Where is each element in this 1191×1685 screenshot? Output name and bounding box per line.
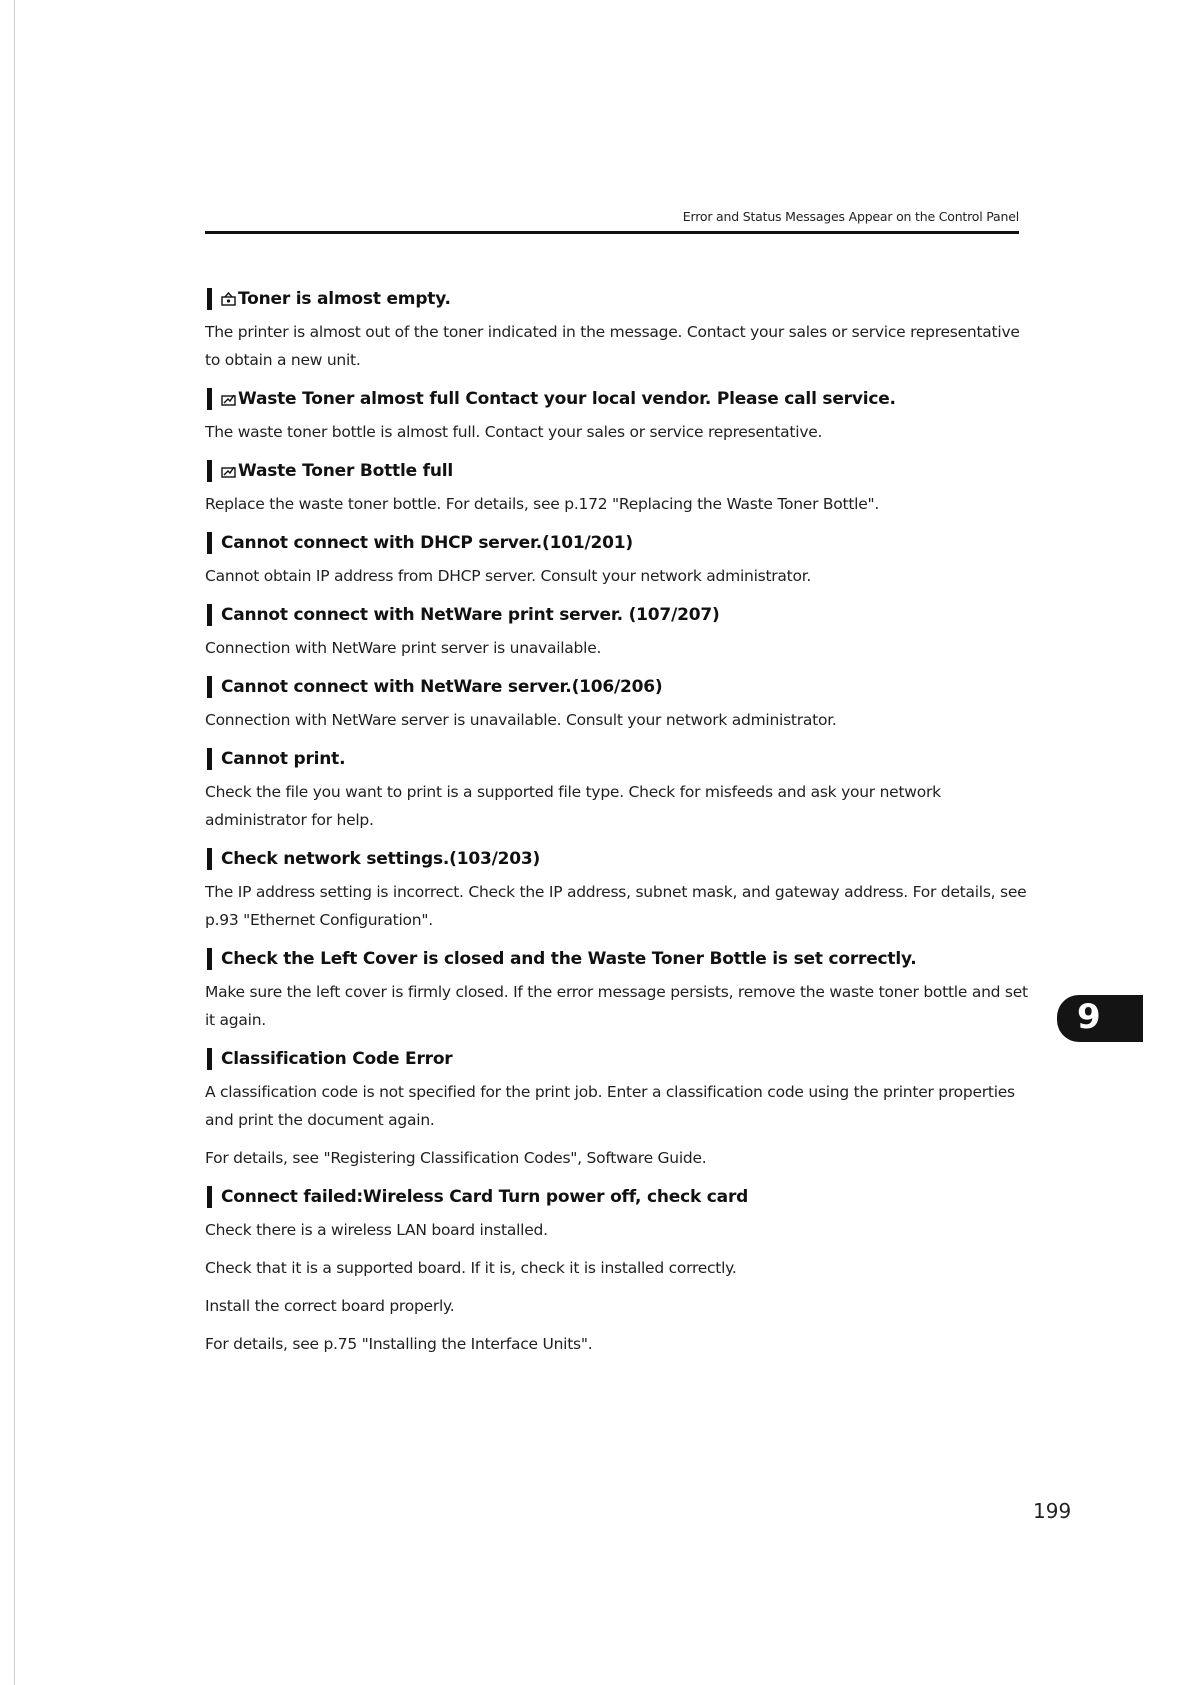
message-heading xyxy=(207,532,1035,554)
message-title: Classification Code Error xyxy=(221,1049,453,1069)
message-heading xyxy=(207,848,1035,870)
page-number: 199 xyxy=(1033,1499,1072,1523)
description-paragraph: Connection with NetWare print server is unavailable. xyxy=(205,639,602,657)
message-heading xyxy=(207,288,1035,310)
description-paragraph: Replace the waste toner bottle. For details, see p.172 "Replacing the Waste Toner Bottle". xyxy=(205,495,880,513)
message-heading xyxy=(207,748,1035,770)
message-title: Waste Toner almost full Contact your local vendor. Please call service. xyxy=(238,389,896,409)
description-paragraph: Cannot obtain IP address from DHCP server. Consult your network administrator. xyxy=(205,567,812,585)
message-heading xyxy=(207,948,1035,970)
message-description xyxy=(205,1078,1035,1172)
message-entry xyxy=(205,948,1035,1034)
message-title: Connect failed:Wireless Card Turn power off, check card xyxy=(221,1187,749,1207)
message-title: Waste Toner Bottle full xyxy=(238,461,453,481)
chapter-number: 9 xyxy=(1077,997,1101,1037)
message-entry xyxy=(205,1048,1035,1172)
description-paragraph: For details, see p.75 "Installing the Interface Units". xyxy=(205,1335,593,1353)
message-description xyxy=(205,318,1035,374)
message-description xyxy=(205,1216,1035,1358)
message-description xyxy=(205,418,1035,446)
heading-bar-icon xyxy=(207,748,212,770)
description-paragraph: A classification code is not specified for the print job. Enter a classification code using the printer properties and print the document again. xyxy=(205,1083,1015,1129)
heading-bar-icon xyxy=(207,532,212,554)
description-paragraph: Check that it is a supported board. If it is, check it is installed correctly. xyxy=(205,1259,737,1277)
heading-bar-icon xyxy=(207,848,212,870)
description-paragraph: Install the correct board properly. xyxy=(205,1297,455,1315)
description-paragraph: Connection with NetWare server is unavailable. Consult your network administrator. xyxy=(205,711,837,729)
message-heading xyxy=(207,604,1035,626)
waste-toner-icon xyxy=(221,464,236,478)
message-entry xyxy=(205,748,1035,834)
description-paragraph: For details, see "Registering Classification Codes", Software Guide. xyxy=(205,1149,707,1167)
message-entry xyxy=(205,848,1035,934)
message-title: Check network settings.(103/203) xyxy=(221,849,541,869)
waste-toner-icon xyxy=(221,392,236,406)
description-paragraph: The printer is almost out of the toner indicated in the message. Contact your sales or service representative to obtain a new unit. xyxy=(205,323,1020,369)
toner-icon xyxy=(221,292,236,306)
heading-bar-icon xyxy=(207,1048,212,1070)
message-entry xyxy=(205,532,1035,590)
message-heading xyxy=(207,460,1035,482)
message-description xyxy=(205,562,1035,590)
heading-bar-icon xyxy=(207,460,212,482)
message-description xyxy=(205,978,1035,1034)
message-heading xyxy=(207,1186,1035,1208)
message-entry xyxy=(205,288,1035,374)
message-heading xyxy=(207,1048,1035,1070)
description-paragraph: Make sure the left cover is firmly closed. If the error message persists, remove the waste toner bottle and set it again. xyxy=(205,983,1028,1029)
page-left-edge xyxy=(14,0,15,1685)
description-paragraph: Check the file you want to print is a supported file type. Check for misfeeds and ask your network administrator for help. xyxy=(205,783,941,829)
message-entry xyxy=(205,388,1035,446)
message-list xyxy=(205,288,1035,1372)
heading-bar-icon xyxy=(207,948,212,970)
description-paragraph: Check there is a wireless LAN board installed. xyxy=(205,1221,548,1239)
chapter-tab xyxy=(1057,995,1143,1042)
heading-bar-icon xyxy=(207,676,212,698)
message-title: Cannot print. xyxy=(221,749,346,769)
message-entry xyxy=(205,1186,1035,1358)
heading-bar-icon xyxy=(207,288,212,310)
message-title: Cannot connect with NetWare server.(106/206) xyxy=(221,677,663,697)
message-heading xyxy=(207,676,1035,698)
message-entry xyxy=(205,604,1035,662)
description-paragraph: The waste toner bottle is almost full. Contact your sales or service representative. xyxy=(205,423,823,441)
heading-bar-icon xyxy=(207,1186,212,1208)
message-entry xyxy=(205,460,1035,518)
message-description xyxy=(205,778,1035,834)
message-description xyxy=(205,878,1035,934)
message-heading xyxy=(207,388,1035,410)
message-title: Cannot connect with DHCP server.(101/201) xyxy=(221,533,633,553)
message-title: Check the Left Cover is closed and the Waste Toner Bottle is set correctly. xyxy=(221,949,917,969)
message-description xyxy=(205,706,1035,734)
message-description xyxy=(205,634,1035,662)
message-entry xyxy=(205,676,1035,734)
header-rule xyxy=(205,231,1019,234)
message-title: Toner is almost empty. xyxy=(238,289,451,309)
message-description xyxy=(205,490,1035,518)
description-paragraph: The IP address setting is incorrect. Check the IP address, subnet mask, and gateway address. For details, see p.93 "Ethernet Configuration". xyxy=(205,883,1027,929)
message-title: Cannot connect with NetWare print server. (107/207) xyxy=(221,605,720,625)
running-head: Error and Status Messages Appear on the Control Panel xyxy=(682,209,1019,224)
heading-bar-icon xyxy=(207,388,212,410)
heading-bar-icon xyxy=(207,604,212,626)
